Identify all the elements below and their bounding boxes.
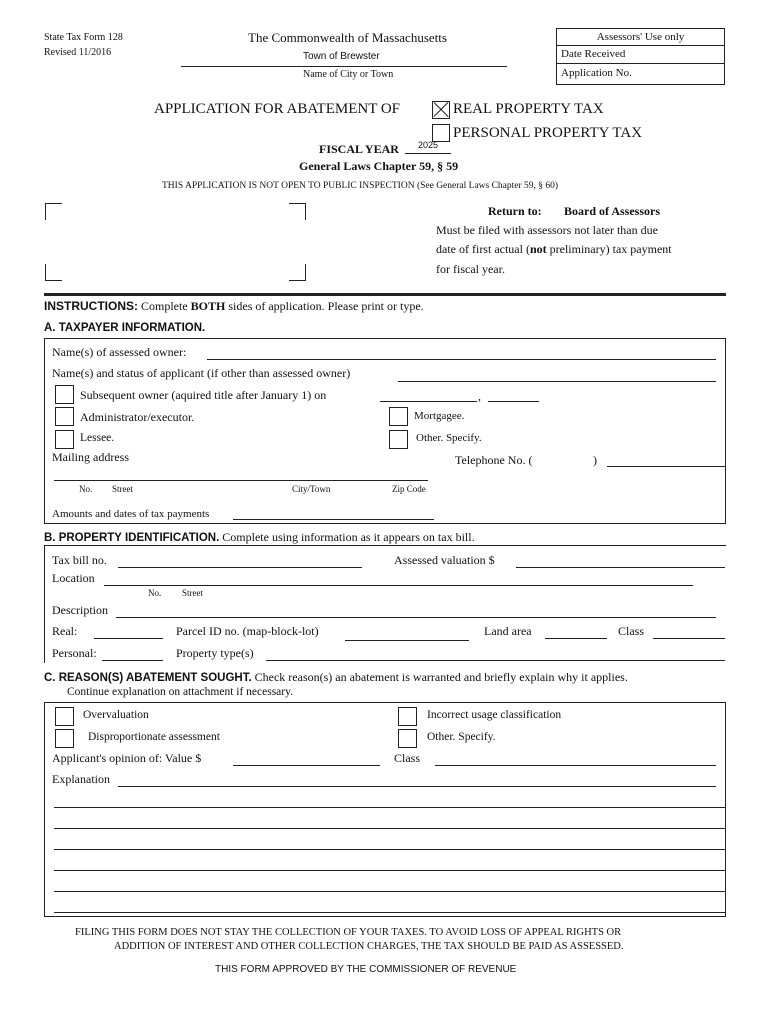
- form-number: State Tax Form 128: [44, 32, 123, 43]
- personal-label: Personal:: [52, 646, 97, 660]
- applicant-field[interactable]: [398, 381, 716, 382]
- fiscal-year-value[interactable]: 2025: [418, 140, 439, 150]
- parcel-id-field[interactable]: [345, 640, 469, 641]
- assessed-valuation-field[interactable]: [516, 567, 725, 568]
- footer-warning-line-2: ADDITION OF INTEREST AND OTHER COLLECTION CHARGES, THE TAX SHOULD BE PAID AS ASSESSED.: [114, 941, 624, 952]
- disproportionate-label: Disproportionate assessment: [88, 731, 220, 743]
- assessors-use-box: [556, 28, 725, 85]
- land-area-label: Land area: [484, 624, 532, 638]
- addr-zip-caption: Zip Code: [392, 484, 426, 494]
- date-separator: ,: [478, 389, 481, 403]
- opinion-value-field[interactable]: [233, 765, 380, 766]
- administrator-checkbox[interactable]: [55, 407, 74, 426]
- real-field[interactable]: [94, 638, 163, 639]
- address-corner-bl: [45, 264, 62, 281]
- overvaluation-checkbox[interactable]: [55, 707, 74, 726]
- town-caption: Name of City or Town: [303, 69, 394, 80]
- tax-bill-label: Tax bill no.: [52, 553, 107, 567]
- mortgagee-checkbox[interactable]: [389, 407, 408, 426]
- assessors-divider: [557, 63, 724, 64]
- subsequent-owner-checkbox[interactable]: [55, 385, 74, 404]
- owner-label: Name(s) of assessed owner:: [52, 345, 187, 359]
- explanation-line-6[interactable]: [54, 891, 725, 892]
- addr-street-caption: Street: [112, 484, 133, 494]
- not-public-notice: THIS APPLICATION IS NOT OPEN TO PUBLIC INSPECTION (See General Laws Chapter 59, § 60): [162, 181, 559, 191]
- explanation-line-3[interactable]: [54, 828, 725, 829]
- footer-approved: THIS FORM APPROVED BY THE COMMISSIONER OF REVENUE: [215, 964, 517, 975]
- opinion-class-label: Class: [394, 751, 421, 765]
- date-received-label: Date Received: [561, 48, 626, 60]
- fiscal-year-label: FISCAL YEAR: [319, 142, 399, 156]
- explanation-line-4[interactable]: [54, 849, 725, 850]
- subsequent-owner-label: Subsequent owner (aquired title after January 1) on: [80, 388, 327, 402]
- section-b-heading-row: B. PROPERTY IDENTIFICATION. Complete using information as it appears on tax bill.: [44, 530, 475, 544]
- loc-street-caption: Street: [182, 588, 203, 598]
- address-corner-tl: [45, 203, 62, 220]
- explanation-line-1[interactable]: [118, 786, 716, 787]
- fiscal-year-underline: [405, 153, 451, 154]
- footer-warning-line-1: FILING THIS FORM DOES NOT STAY THE COLLECTION OF YOUR TAXES. TO AVOID LOSS OF APPEAL RIGHTS OR: [75, 927, 622, 938]
- tax-payments-field[interactable]: [233, 519, 434, 520]
- mortgagee-label: Mortgagee.: [414, 410, 465, 422]
- return-to-value: Board of Assessors: [564, 204, 661, 218]
- real-label: Real:: [52, 624, 78, 638]
- incorrect-usage-label: Incorrect usage classification: [427, 709, 562, 721]
- assessors-use-heading: Assessors' Use only: [557, 29, 724, 46]
- revised-date: Revised 11/2016: [44, 47, 112, 58]
- instructions-rule: [44, 293, 726, 296]
- mailing-address-field[interactable]: [54, 480, 428, 481]
- overvaluation-label: Overvaluation: [83, 709, 149, 721]
- lessee-label: Lessee.: [80, 432, 115, 444]
- return-line-1: Must be filed with assessors not later than due: [436, 223, 658, 237]
- instructions-text: INSTRUCTIONS: Complete BOTH sides of application. Please print or type.: [44, 299, 424, 313]
- subsequent-year-field[interactable]: [488, 401, 539, 402]
- land-area-field[interactable]: [545, 638, 607, 639]
- address-corner-tr: [289, 203, 306, 220]
- explanation-line-5[interactable]: [54, 870, 725, 871]
- real-property-checkbox[interactable]: [432, 101, 450, 119]
- description-label: Description: [52, 603, 108, 617]
- other-status-checkbox[interactable]: [389, 430, 408, 449]
- mailing-address-label: Mailing address: [52, 450, 129, 464]
- parcel-id-label: Parcel ID no. (map-block-lot): [176, 624, 319, 638]
- return-line-2: date of first actual (not preliminary) tax payment: [436, 242, 672, 256]
- location-label: Location: [52, 571, 95, 585]
- class-label-b: Class: [618, 624, 645, 638]
- explanation-line-7[interactable]: [54, 912, 725, 913]
- assessed-valuation-label: Assessed valuation $: [394, 553, 495, 567]
- loc-no-caption: No.: [148, 588, 162, 598]
- applicant-label: Name(s) and status of applicant (if other than assessed owner): [52, 366, 351, 380]
- property-type-field[interactable]: [266, 660, 725, 661]
- addr-city-caption: City/Town: [292, 484, 331, 494]
- section-c-heading-row: C. REASON(S) ABATEMENT SOUGHT. Check reason(s) an abatement is warranted and briefly explain why it applies.: [44, 670, 628, 684]
- continue-note: Continue explanation on attachment if necessary.: [67, 686, 293, 698]
- return-line-3: for fiscal year.: [436, 262, 505, 276]
- application-no-label: Application No.: [561, 67, 632, 79]
- class-field-b[interactable]: [653, 638, 725, 639]
- return-to-label: Return to:: [488, 204, 542, 218]
- personal-field[interactable]: [102, 660, 163, 661]
- application-title: APPLICATION FOR ABATEMENT OF: [154, 101, 401, 117]
- explanation-line-2[interactable]: [54, 807, 725, 808]
- real-property-label: REAL PROPERTY TAX: [453, 101, 604, 117]
- other-reason-checkbox[interactable]: [398, 729, 417, 748]
- address-corner-br: [289, 264, 306, 281]
- telephone-label: Telephone No. (: [455, 453, 533, 467]
- opinion-class-field[interactable]: [435, 765, 716, 766]
- town-underline: [181, 66, 507, 67]
- other-reason-label: Other. Specify.: [427, 731, 496, 743]
- owner-field[interactable]: [207, 359, 716, 360]
- tax-payments-label: Amounts and dates of tax payments: [52, 508, 210, 520]
- incorrect-usage-checkbox[interactable]: [398, 707, 417, 726]
- location-field[interactable]: [104, 585, 693, 586]
- property-type-label: Property type(s): [176, 646, 254, 660]
- addr-no-caption: No.: [79, 484, 93, 494]
- other-status-label: Other. Specify.: [416, 432, 482, 444]
- administrator-label: Administrator/executor.: [80, 410, 195, 424]
- lessee-checkbox[interactable]: [55, 430, 74, 449]
- telephone-close: ): [593, 453, 597, 467]
- personal-property-label: PERSONAL PROPERTY TAX: [453, 125, 643, 141]
- tax-bill-field[interactable]: [118, 567, 362, 568]
- section-a-heading: A. TAXPAYER INFORMATION.: [44, 322, 206, 334]
- town-field[interactable]: Town of Brewster: [303, 51, 380, 62]
- general-laws: General Laws Chapter 59, § 59: [299, 159, 459, 173]
- section-b-box: [44, 545, 726, 663]
- opinion-value-label: Applicant's opinion of: Value $: [52, 751, 202, 765]
- explanation-label: Explanation: [52, 772, 110, 786]
- description-field[interactable]: [116, 617, 716, 618]
- disproportionate-checkbox[interactable]: [55, 729, 74, 748]
- subsequent-date-field[interactable]: [380, 401, 477, 402]
- commonwealth-title: The Commonwealth of Massachusetts: [248, 30, 447, 45]
- telephone-field[interactable]: [607, 466, 725, 467]
